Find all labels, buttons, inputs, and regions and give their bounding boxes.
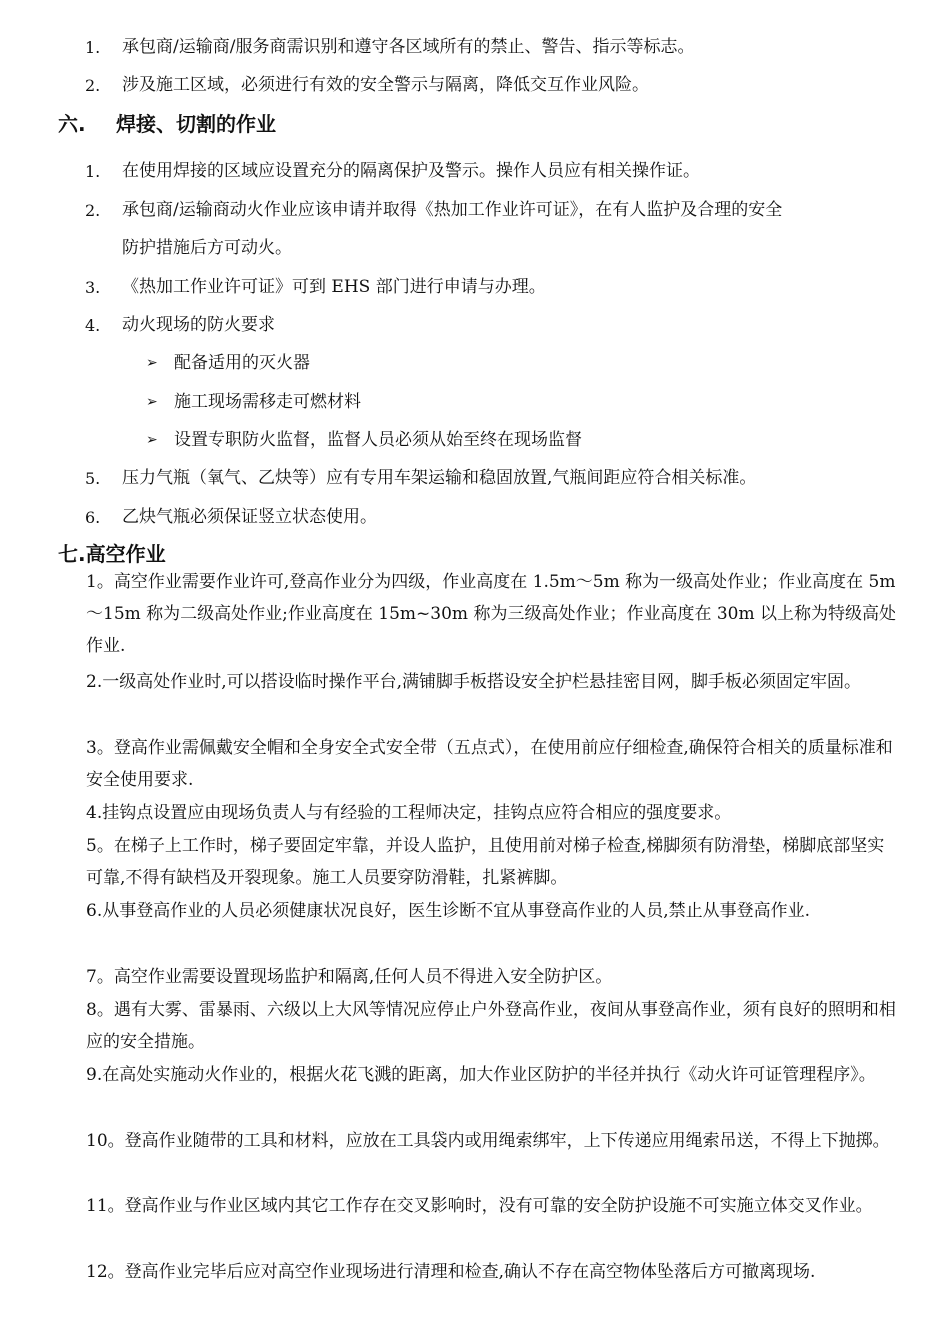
- s6-item-text-3: 《热加工作业许可证》可到 EHS 部门进行申请与办理。: [122, 277, 546, 297]
- s7-paragraph-9: 9.在高处实施动火作业的，根据火花飞溅的距离，加大作业区防护的半径并执行《动火许可证管理程序》。: [86, 1065, 876, 1085]
- s6-item-text-4: 动火现场的防火要求: [122, 315, 275, 335]
- s7-paragraph-2: 2.一级高处作业时,可以搭设临时操作平台,满铺脚手板搭设安全护栏悬挂密目网，脚手板必须固定牢固。: [86, 672, 862, 692]
- arrow-bullet-icon: ➢: [146, 432, 158, 448]
- top-list-num-2: 2.: [85, 76, 101, 95]
- s7-paragraph-5: 5。在梯子上工作时，梯子要固定牢靠，并设人监护，且使用前对梯子检查,梯脚须有防滑垫，梯脚底部坚实可靠,不得有缺档及开裂现象。施工人员要穿防滑鞋，扎紧裤脚。: [86, 836, 885, 888]
- s7-paragraph-12: 12。登高作业完毕后应对高空作业现场进行清理和检查,确认不存在高空物体坠落后方可撤离现场.: [86, 1262, 816, 1282]
- s6-item-text-2-line1: 承包商/运输商动火作业应该申请并取得《热加工作业许可证》，在有人监护及合理的安全: [122, 200, 783, 220]
- s6-item-text-1: 在使用焊接的区域应设置充分的隔离保护及警示。操作人员应有相关操作证。: [122, 161, 700, 181]
- s7-paragraph-11: 11。登高作业与作业区域内其它工作存在交叉影响时，没有可靠的安全防护设施不可实施立体交叉作业。: [86, 1196, 873, 1216]
- s6-item-text-2-line2: 防护措施后方可动火。: [122, 238, 292, 258]
- s7-paragraph-7: 7。高空作业需要设置现场监护和隔离,任何人员不得进入安全防护区。: [86, 967, 613, 987]
- section-6-title: 焊接、切割的作业: [116, 112, 276, 136]
- section-6-number: 六.: [58, 112, 86, 136]
- section-6-heading: [58, 112, 276, 136]
- top-list-num-1: 1.: [85, 38, 101, 57]
- s6-sub-bullet-3: 设置专职防火监督，监督人员必须从始至终在现场监督: [174, 430, 582, 450]
- top-list-text-2: 涉及施工区域，必须进行有效的安全警示与隔离，降低交互作业风险。: [122, 75, 649, 95]
- s6-item-num-5: 5.: [85, 469, 101, 488]
- section-7-heading: 七.高空作业: [58, 542, 166, 566]
- s7-paragraph-10: 10。登高作业随带的工具和材料，应放在工具袋内或用绳索绑牢，上下传递应用绳索吊送，不得上下抛掷。: [86, 1131, 890, 1151]
- s7-paragraph-6: 6.从事登高作业的人员必须健康状况良好，医生诊断不宜从事登高作业的人员,禁止从事登高作业.: [86, 901, 811, 921]
- s6-item-num-4: 4.: [85, 316, 101, 335]
- s7-paragraph-3: 3。登高作业需佩戴安全帽和全身安全式安全带（五点式），在使用前应仔细检查,确保符合相关的质量标准和安全使用要求.: [86, 738, 893, 790]
- arrow-bullet-icon: ➢: [146, 394, 158, 410]
- s7-paragraph-1: 1。高空作业需要作业许可,登高作业分为四级，作业高度在 1.5m～5m 称为一级高处作业；作业高度在 5m～15m 称为二级高处作业;作业高度在 15m~30m 称为三级高处作业；作业高度在 30m 以上称为特级高处作业.: [86, 572, 896, 656]
- s6-item-num-3: 3.: [85, 278, 101, 297]
- s7-paragraph-4: 4.挂钩点设置应由现场负责人与有经验的工程师决定，挂钩点应符合相应的强度要求。: [86, 803, 732, 823]
- top-list-text-1: 承包商/运输商/服务商需识别和遵守各区域所有的禁止、警告、指示等标志。: [122, 37, 695, 57]
- arrow-bullet-icon: ➢: [146, 355, 158, 371]
- s6-item-num-2: 2.: [85, 201, 101, 220]
- s7-paragraph-8: 8。遇有大雾、雷暴雨、六级以上大风等情况应停止户外登高作业，夜间从事登高作业，须有良好的照明和相应的安全措施。: [86, 1000, 896, 1052]
- s6-item-text-5: 压力气瓶（氧气、乙炔等）应有专用车架运输和稳固放置,气瓶间距应符合相关标准。: [122, 468, 757, 488]
- s6-item-num-1: 1.: [85, 162, 101, 181]
- s6-item-text-6: 乙炔气瓶必须保证竖立状态使用。: [122, 507, 377, 527]
- s6-sub-bullet-2: 施工现场需移走可燃材料: [174, 392, 361, 412]
- s6-item-num-6: 6.: [85, 508, 101, 527]
- s6-sub-bullet-1: 配备适用的灭火器: [174, 353, 310, 373]
